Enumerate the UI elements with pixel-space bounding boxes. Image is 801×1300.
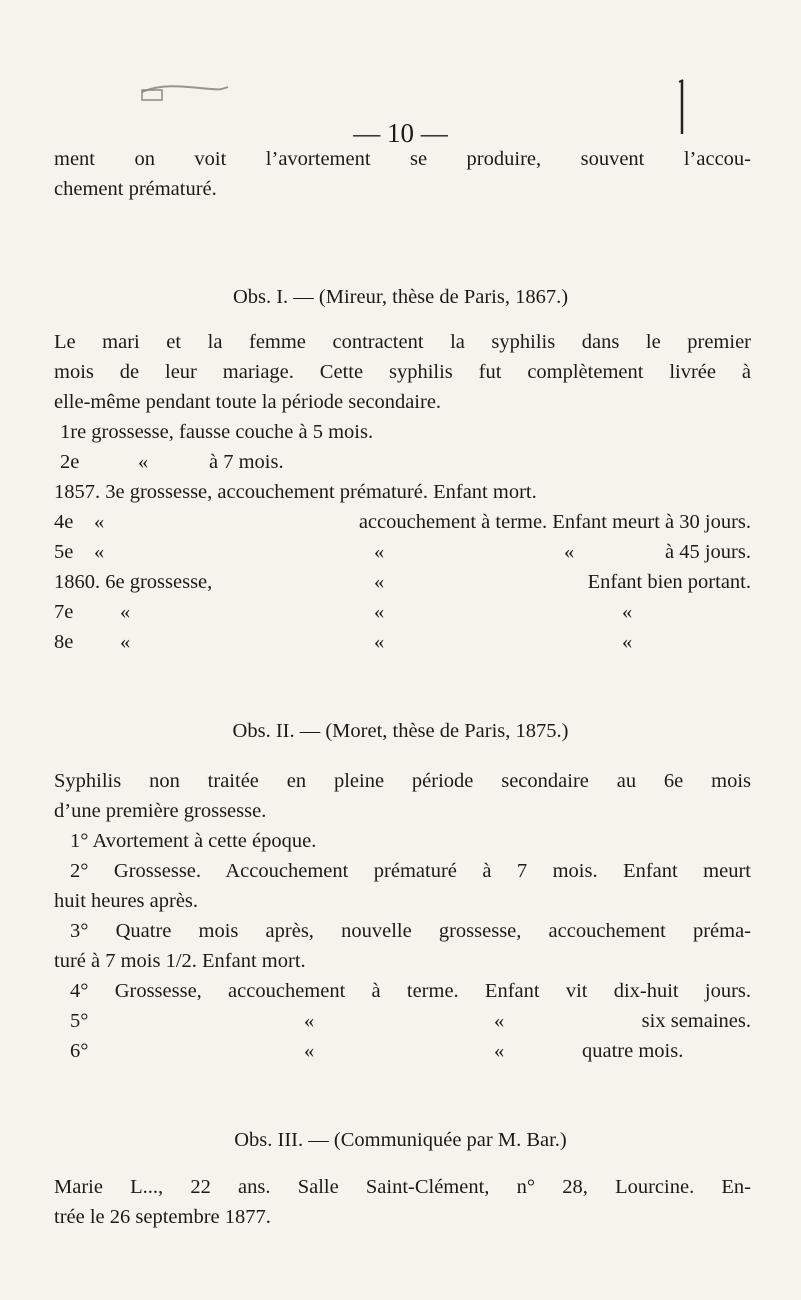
- obs-1-row-5-ditto-3: «: [564, 541, 575, 563]
- intro-line-2: chement prématuré.: [54, 178, 217, 200]
- obs-1-row-2-text: à 7 mois.: [209, 451, 284, 473]
- obs-2-line-8: 4° Grossesse, accouchement à terme. Enfant vit dix-huit jours.: [70, 980, 751, 1002]
- obs-1-row-5: [54, 537, 751, 567]
- page-number: — 10 —: [353, 118, 448, 148]
- obs-2-row-5-text: six semaines.: [641, 1010, 751, 1032]
- obs-2-heading: Obs. II. — (Moret, thèse de Paris, 1875.): [232, 720, 569, 742]
- obs-2-line-5: huit heures après.: [54, 890, 199, 912]
- obs-2-line-6: 3° Quatre mois après, nouvelle grossesse, accouchement préma-: [70, 920, 751, 942]
- obs-1-row-6-ditto: «: [374, 571, 385, 593]
- obs-1-row-8: [54, 627, 751, 657]
- obs-2-row-6-ditto-2: «: [494, 1040, 505, 1062]
- obs-1-row-8-num: 8e: [54, 631, 74, 653]
- obs-1-row-2: [54, 447, 751, 477]
- obs-2-row-6-ditto-1: «: [304, 1040, 315, 1062]
- obs-1-row-8-ditto-1: «: [120, 631, 131, 653]
- obs-1-row-6: [54, 567, 751, 597]
- obs-1-row-8-ditto-2: «: [374, 631, 385, 653]
- obs-1-row-4-ditto: «: [94, 511, 105, 533]
- obs-2-line-7: turé à 7 mois 1/2. Enfant mort.: [54, 950, 306, 972]
- obs-1-heading: Obs. I. — (Mireur, thèse de Paris, 1867.): [232, 286, 569, 308]
- obs-1-row-6-num: 1860. 6e grossesse,: [54, 571, 213, 593]
- obs-2-row-5-num: 5°: [70, 1010, 89, 1032]
- obs-2-row-6: [54, 1036, 751, 1066]
- obs-2-line-1: Syphilis non traitée en pleine période secondaire au 6e mois: [54, 770, 751, 792]
- obs-1-row-7-num: 7e: [54, 601, 74, 623]
- obs-1-row-7-ditto-1: «: [120, 601, 131, 623]
- obs-2-line-3: 1° Avortement à cette époque.: [70, 830, 317, 852]
- obs-1-row-6-text: Enfant bien portant.: [587, 571, 751, 593]
- obs-1-row-5-ditto-2: «: [374, 541, 385, 563]
- obs-1-para-line-1: Le mari et la femme contractent la syphilis dans le premier: [54, 331, 751, 353]
- obs-1-row-7-ditto-3: «: [622, 601, 633, 623]
- ink-smudge-mark: [140, 82, 230, 102]
- margin-bracket-mark: [670, 78, 690, 138]
- intro-line-1: ment on voit l’avortement se produire, souvent l’accou-: [54, 148, 751, 170]
- obs-1-row-8-ditto-3: «: [622, 631, 633, 653]
- obs-1-row-7-ditto-2: «: [374, 601, 385, 623]
- obs-2-line-4: 2° Grossesse. Accouchement prématuré à 7 mois. Enfant meurt: [70, 860, 751, 882]
- obs-1-row-1-text: 1re grossesse, fausse couche à 5 mois.: [60, 421, 374, 443]
- obs-1-row-5-num: 5e: [54, 541, 74, 563]
- obs-1-row-4: [54, 507, 751, 537]
- obs-3-heading: Obs. III. — (Communiquée par M. Bar.): [234, 1129, 567, 1151]
- obs-1-row-2-num: 2e: [60, 451, 80, 473]
- obs-1-row-7: [54, 597, 751, 627]
- obs-2-row-5-ditto-1: «: [304, 1010, 315, 1032]
- obs-1-row-3: [54, 477, 751, 507]
- obs-1-para-line-3: elle-même pendant toute la période secondaire.: [54, 391, 442, 413]
- obs-3-line-2: trée le 26 septembre 1877.: [54, 1206, 271, 1228]
- obs-2-line-2: d’une première grossesse.: [54, 800, 267, 822]
- obs-1-row-5-ditto-1: «: [94, 541, 105, 563]
- obs-2-row-6-text: quatre mois.: [582, 1040, 684, 1062]
- obs-2-row-6-num: 6°: [70, 1040, 89, 1062]
- obs-2-row-5: [54, 1006, 751, 1036]
- obs-1-row-4-num: 4e: [54, 511, 74, 533]
- obs-1-row-4-text: accouchement à terme. Enfant meurt à 30 jours.: [358, 511, 751, 533]
- obs-1-row-1: [54, 417, 751, 447]
- obs-1-para-line-2: mois de leur mariage. Cette syphilis fut complètement livrée à: [54, 361, 751, 383]
- obs-3-line-1: Marie L..., 22 ans. Salle Saint-Clément, n° 28, Lourcine. En-: [54, 1176, 751, 1198]
- obs-1-row-5-text: à 45 jours.: [665, 541, 751, 563]
- obs-1-row-2-ditto: «: [138, 451, 149, 473]
- obs-1-row-3-text: 1857. 3e grossesse, accouchement prématuré. Enfant mort.: [54, 481, 537, 503]
- obs-2-row-5-ditto-2: «: [494, 1010, 505, 1032]
